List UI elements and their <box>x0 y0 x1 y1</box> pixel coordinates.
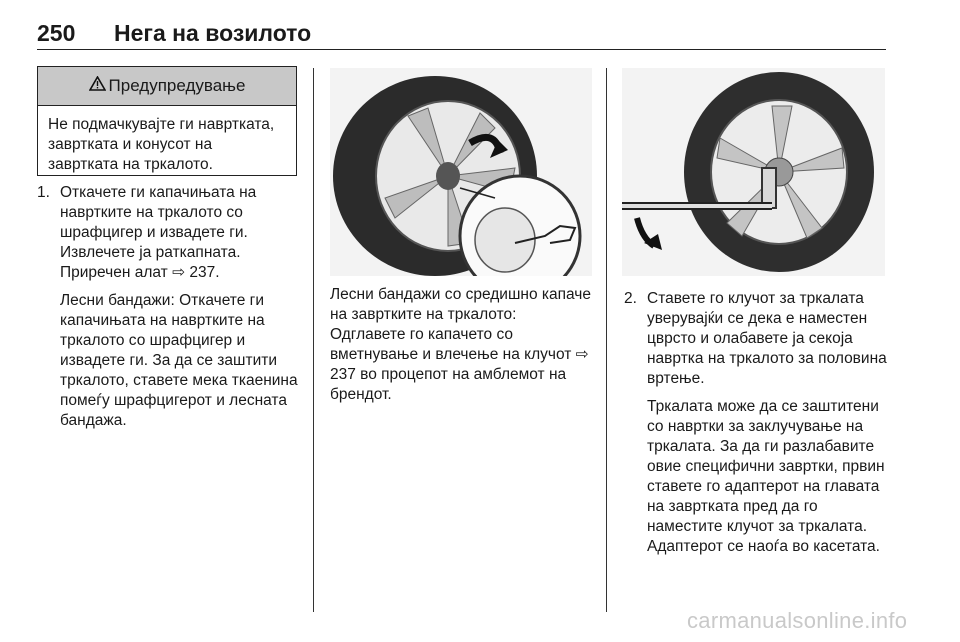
column-divider <box>313 68 314 612</box>
warning-header <box>38 67 296 106</box>
column-divider <box>606 68 607 612</box>
page-ref-arrow-icon: ⇨ <box>172 264 190 281</box>
column-3 <box>624 289 889 557</box>
step-2 <box>624 289 889 389</box>
step-number: 2. <box>624 290 637 307</box>
page-reference: 237 во процепот на амблемот на брендот. <box>330 366 567 403</box>
warning-triangle-icon <box>89 76 106 96</box>
step-number: 1. <box>37 184 50 201</box>
step-text: Откачете ги капачињата на навртките на тркалото со шрафцигер и извадете ги. Извлечете ја раткапната. Приречен алат <box>60 184 257 281</box>
paragraph: Лесни бандажи со средишно капаче на завртките на тркалото: Одглавете го капачето со вметнување и влечење на клучот <box>330 286 592 363</box>
wheel-wrench-illustration <box>622 68 885 276</box>
wheel-cap-removal-illustration <box>330 68 592 276</box>
paragraph: Лесни бандажи: Откачете ги капачињата на навртките на тркалото со шрафцигер и извадете ги. За да се заштити тркалото, ставете мека ткаенина помеѓу шрафцигерот и лесната бандажа. <box>60 292 298 429</box>
page-ref-arrow-icon: ⇨ <box>575 346 589 363</box>
paragraph: Тркалата може да се заштитени со навртки за заклучување на тркалата. За да ги разлабавите овие специфични завртки, првин ставете го адаптерот на главата на завртката пред да го наместите клучот за тркалата. Адаптерот се наоѓа во касетата. <box>647 398 885 555</box>
page-title: Нега на возилото <box>114 20 312 46</box>
header-divider <box>37 49 886 50</box>
page-reference: 237. <box>189 264 220 281</box>
column-2 <box>330 285 595 405</box>
watermark: carmanualsonline.info <box>687 608 908 633</box>
warning-title: Предупредување <box>108 76 246 95</box>
step-1 <box>37 183 302 283</box>
step-text: Ставете го клучот за тркалата уверувајќи се дека е наместен цврсто и олабавете ја секоја навртка на тркалото за половина вртење. <box>647 290 887 387</box>
page-number: 250 <box>37 20 76 46</box>
warning-text: Не подмачкувајте ги навртката, завртката и конусот на завртката на тркалото. <box>48 116 275 173</box>
warning-box <box>37 66 297 176</box>
step-body <box>60 183 302 283</box>
column-1 <box>37 183 302 431</box>
